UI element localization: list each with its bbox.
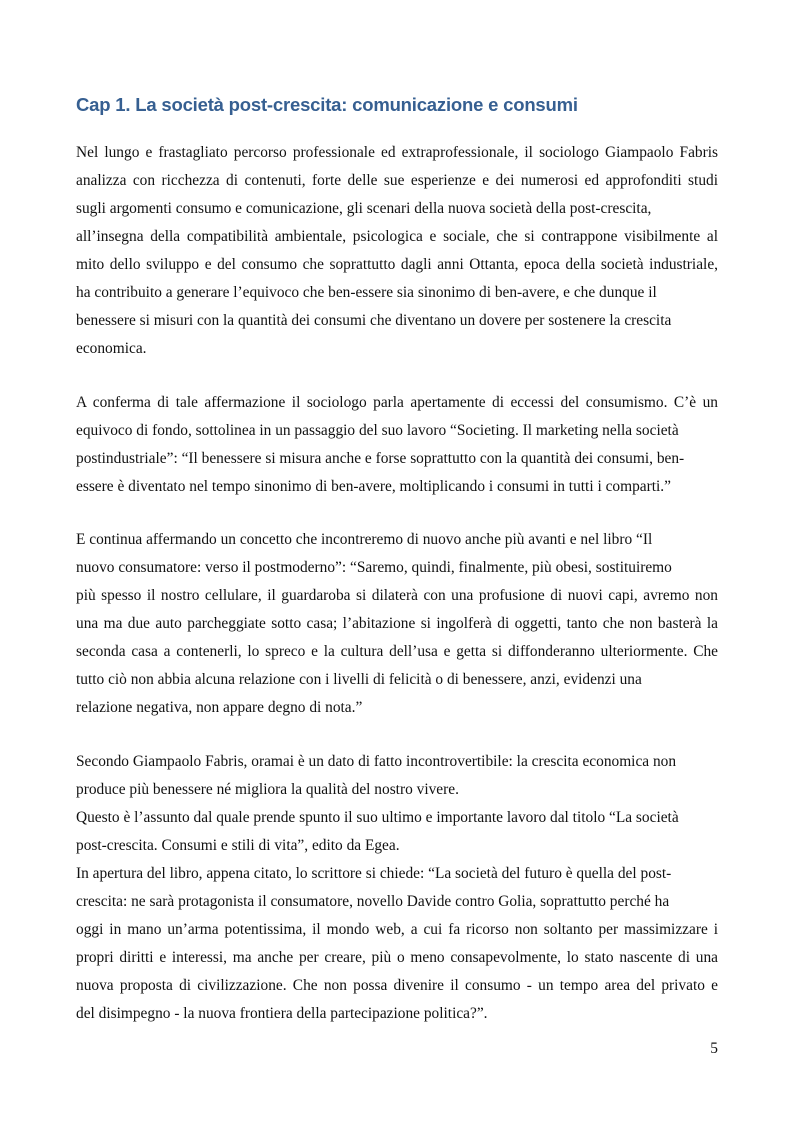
text-line: seconda casa a contenerli, lo spreco e la cultura dell’usa e getta si diffonderanno ulteriormente. Che xyxy=(76,643,718,660)
text-line: equivoco di fondo, sottolinea in un passaggio del suo lavoro “Societing. Il marketing nella società xyxy=(76,422,679,439)
text-line: crescita: ne sarà protagonista il consumatore, novello Davide contro Golia, soprattutto perché ha xyxy=(76,893,670,910)
text-line: produce più benessere né migliora la qualità del nostro vivere. xyxy=(76,781,459,798)
text-line: oggi in mano un’arma potentissima, il mondo web, a cui fa ricorso non soltanto per massimizzare i xyxy=(76,921,718,938)
text-line: Questo è l’assunto dal quale prende spunto il suo ultimo e importante lavoro dal titolo “La società xyxy=(76,809,679,826)
text-line: post-crescita. Consumi e stili di vita”, edito da Egea. xyxy=(76,837,400,854)
text-line: postindustriale”: “Il benessere si misura anche e forse soprattutto con la quantità dei consumi, ben- xyxy=(76,450,685,467)
text-line: mito dello sviluppo e del consumo che soprattutto dagli anni Ottanta, epoca della società industriale, xyxy=(76,256,718,273)
text-line: analizza con ricchezza di contenuti, forte delle sue esperienze e dei numerosi ed approfonditi studi xyxy=(76,172,718,189)
text-line: tutto ciò non abbia alcuna relazione con i livelli di felicità o di benessere, anzi, evidenzi una xyxy=(76,671,642,688)
text-line: nuova proposta di civilizzazione. Che non possa divenire il consumo - un tempo area del privato e xyxy=(76,977,718,994)
text-line: una ma due auto parcheggiate sotto casa; l’abitazione si ingolferà di oggetti, tanto che non basterà la xyxy=(76,615,718,632)
text-line: essere è diventato nel tempo sinonimo di ben-avere, moltiplicando i consumi in tutti i comparti.” xyxy=(76,478,671,495)
text-line: Secondo Giampaolo Fabris, oramai è un dato di fatto incontrovertibile: la crescita economica non xyxy=(76,753,677,770)
text-line: più spesso il nostro cellulare, il guardaroba si dilaterà con una profusione di nuovi capi, avremo non xyxy=(76,587,718,604)
text-line: propri diritti e interessi, ma anche per creare, più o meno consapevolmente, lo stato nascente di una xyxy=(76,949,718,966)
text-line: relazione negativa, non appare degno di nota.” xyxy=(76,699,363,716)
text-line: del disimpegno - la nuova frontiera della partecipazione politica?”. xyxy=(76,1005,488,1022)
text-line: sugli argomenti consumo e comunicazione, gli scenari della nuova società della post-crescita, xyxy=(76,200,652,217)
text-line: E continua affermando un concetto che incontreremo di nuovo anche più avanti e nel libro “Il xyxy=(76,531,653,548)
text-line: benessere si misuri con la quantità dei consumi che diventano un dovere per sostenere la crescita xyxy=(76,312,672,329)
chapter-heading: Cap 1. La società post-crescita: comunicazione e consumi xyxy=(76,94,578,115)
text-line: In apertura del libro, appena citato, lo scrittore si chiede: “La società del futuro è quella del post- xyxy=(76,865,672,882)
text-line: nuovo consumatore: verso il postmoderno”: “Saremo, quindi, finalmente, più obesi, sostituiremo xyxy=(76,559,672,576)
text-line: Nel lungo e frastagliato percorso professionale ed extraprofessionale, il sociologo Giampaolo Fabris xyxy=(76,144,718,161)
text-line: A conferma di tale affermazione il sociologo parla apertamente di eccessi del consumismo. C’è un xyxy=(76,394,718,411)
text-line: ha contribuito a generare l’equivoco che ben-essere sia sinonimo di ben-avere, e che dunque il xyxy=(76,284,657,301)
page-number: 5 xyxy=(710,1040,718,1057)
text-line: all’insegna della compatibilità ambientale, psicologica e sociale, che si contrappone visibilmente al xyxy=(76,228,718,245)
text-line: economica. xyxy=(76,340,147,357)
